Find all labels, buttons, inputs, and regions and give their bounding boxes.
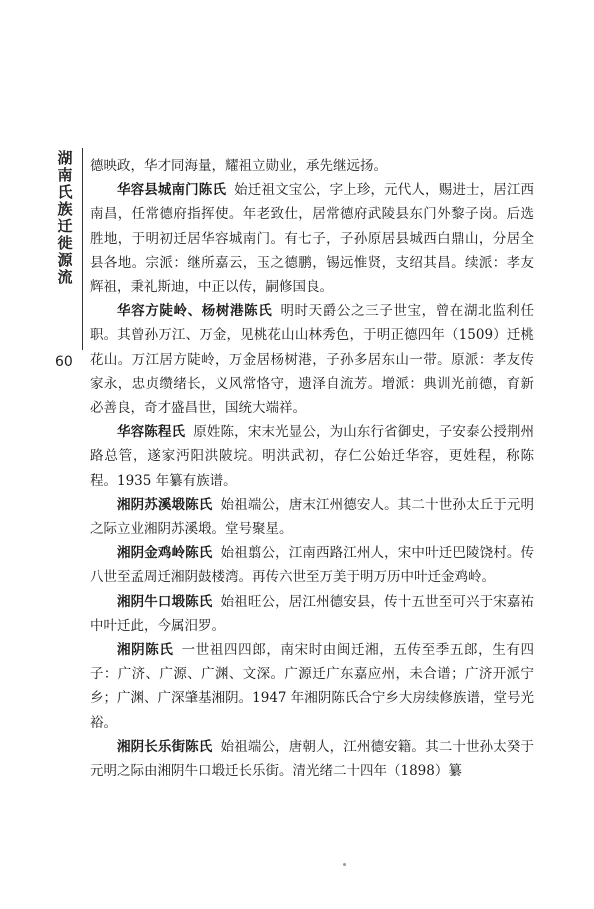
book-title-vertical (55, 150, 75, 286)
book-title-char: 氏 (57, 183, 73, 201)
margin-rule (82, 148, 83, 350)
paragraph (90, 541, 534, 589)
paragraph (90, 735, 534, 783)
paragraph-text: 始祖翦公，江南西路江州人，宋中叶迁巴陵饶村。传八世至孟周迁湘阴鼓楼湾。再传六世至万美于明万历中叶迁金鸡岭。 (90, 545, 535, 586)
paragraph (90, 590, 534, 638)
paragraph-text: 明时天爵公之三子世宝，曾在湖北监利任职。其曾孙万江、万金，见桃花山山林秀色，于明正德四年（1509）迁桃花山。万江居方陡岭，万金居杨树港，子孙多居东山一带。原派：孝友传家永，忠贞缵绪长，义风常恪守，遗泽自流芳。增派：典训光前德，育新必善良，奇才盛昌世，国统大端祥。 (90, 303, 535, 417)
book-title-char: 湖 (57, 149, 73, 167)
paragraph-text: 始祖端公，唐朝人，江州德安籍。其二十世孙太癸于元明之际由湘阴牛口塅迁长乐街。清光绪二十四年（1898）纂 (90, 738, 535, 780)
paragraph (90, 420, 534, 493)
paragraph (90, 154, 534, 178)
paragraph-text: 始祖端公，唐末江州德安人。其二十世孙太丘于元明之际立业湘阴苏溪塅。堂号聚星。 (90, 496, 535, 538)
page-number: 60 (55, 354, 73, 370)
paragraph-text: 始祖旺公，居江州德安县，传十五世至可兴于宋嘉祐中叶迁此，今属汨罗。 (90, 593, 535, 634)
book-title-char: 源 (57, 251, 73, 269)
clan-heading: 湘阴长乐街陈氏 (117, 738, 213, 755)
clan-heading: 华容陈程氏 (117, 424, 186, 441)
paragraph (90, 299, 534, 420)
paragraph (90, 178, 534, 299)
clan-heading: 华容方陡岭、杨树港陈氏 (117, 303, 273, 320)
paragraph-text: 原姓陈，宋末光显公，为山东行省御史，子安泰公授荆州路总管，遂家沔阳洪陂垸。明洪武初，存仁公始迁华容，更姓程，称陈程。1935 年纂有族谱。 (90, 424, 535, 489)
clan-heading: 湘阴苏溪塅陈氏 (117, 496, 213, 513)
clan-heading: 湘阴牛口塅陈氏 (117, 593, 213, 610)
clan-heading: 湘阴金鸡岭陈氏 (117, 545, 213, 562)
book-title-char: 族 (57, 200, 73, 218)
paragraph (90, 638, 534, 735)
book-title-char: 流 (57, 268, 73, 286)
paragraph (90, 493, 534, 541)
paragraph-text: 一世祖四四郎，南宋时由闽迁湘，五传至季五郎，生有四子：广济、广源、广渊、文深。广源迁广东嘉应州，未合谱；广济开派宁乡；广渊、广深肇基湘阴。1947 年湘阴陈氏合宁乡大房续修族谱，堂号光裕。 (90, 642, 535, 731)
clan-heading: 华容县城南门陈氏 (117, 182, 227, 199)
page-body (90, 154, 534, 783)
paragraph-text: 始迁祖文宝公，字上珍，元代人，赐进士，居江西南昌，任常德府指挥使。年老致仕，居常德府武陵县东门外黎子岗。后选胜地，于明初迁居华容城南门。有七子，子孙原居县城西白鼎山，分居全县各地。宗派：继所嘉云，玉之德鹏，锡远惟贤，支绍其昌。续派：孝友辉祖，秉礼斯迪，中正以传，嗣修国良。 (90, 182, 534, 296)
book-title-char: 南 (57, 166, 73, 184)
book-title-char: 徙 (57, 234, 73, 252)
paragraph-text: 德映政，华才同海量，耀祖立勋业，承先继远扬。 (90, 158, 387, 174)
book-title-char: 迁 (57, 217, 73, 235)
clan-heading: 湘阴陈氏 (117, 642, 174, 659)
scan-speck (343, 863, 346, 866)
